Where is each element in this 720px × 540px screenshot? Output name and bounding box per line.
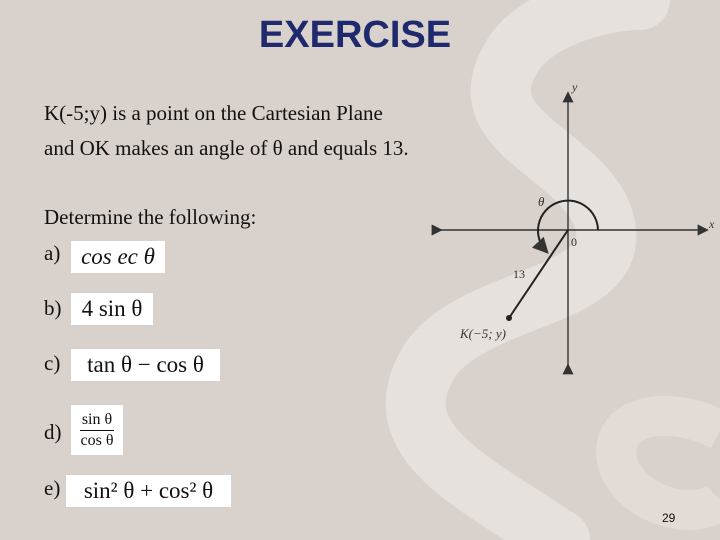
point-k bbox=[506, 315, 512, 321]
length-label: 13 bbox=[513, 267, 525, 281]
instruction-text: Determine the following: bbox=[44, 205, 257, 229]
question-label-d: d) bbox=[44, 420, 62, 444]
question-label-c: c) bbox=[44, 351, 61, 375]
formula-b-text: 4 sin θ bbox=[81, 296, 143, 321]
theta-label: θ bbox=[538, 194, 545, 209]
question-label-a: a) bbox=[44, 241, 61, 265]
x-axis-label: x bbox=[709, 217, 715, 231]
formula-a-text: cos ec θ bbox=[81, 244, 155, 269]
formula-d-numerator: sin θ bbox=[80, 411, 114, 431]
question-label-b: b) bbox=[44, 296, 62, 320]
intro-line-2: and OK makes an angle of θ and equals 13. bbox=[44, 136, 409, 160]
point-k-label: K(−5; y) bbox=[460, 326, 506, 341]
page-number: 29 bbox=[662, 511, 676, 525]
formula-c-text: tan θ − cos θ bbox=[87, 352, 204, 377]
y-axis-label: y bbox=[572, 80, 578, 94]
slide-title: EXERCISE bbox=[258, 14, 452, 56]
origin-label: 0 bbox=[571, 235, 577, 249]
question-label-e: e) bbox=[44, 476, 61, 500]
formula-d-denominator: cos θ bbox=[80, 431, 114, 449]
intro-line-1: K(-5;y) is a point on the Cartesian Plane bbox=[44, 101, 383, 125]
formula-e-text: sin² θ + cos² θ bbox=[83, 478, 214, 503]
